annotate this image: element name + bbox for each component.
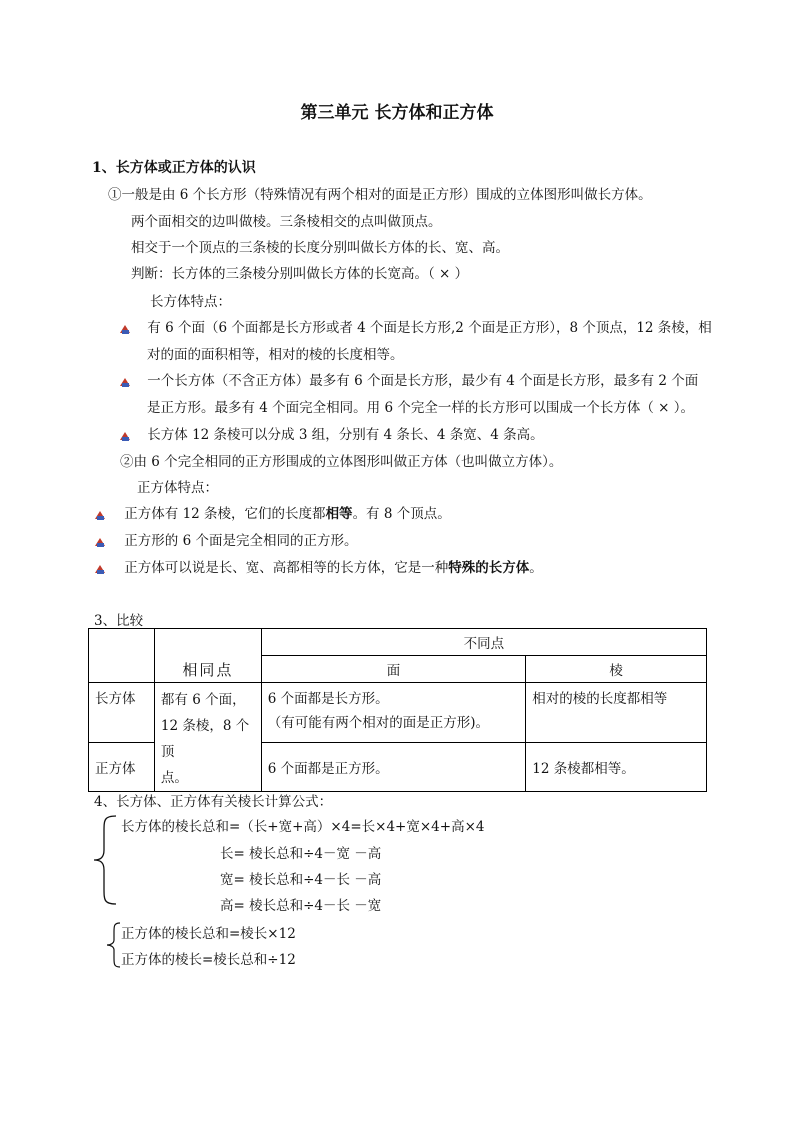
page-title: 第三单元 长方体和正方体 bbox=[300, 103, 494, 123]
width-formula: 宽= 棱长总和÷4－长 －高 bbox=[220, 872, 382, 888]
cube-feature-1-tail: 。有 8 个顶点。 bbox=[352, 506, 451, 522]
cuboid-feature-1-line2: 对的面的面积相等，相对的棱的长度相等。 bbox=[147, 347, 404, 363]
bullet-icon bbox=[94, 536, 106, 548]
cube-feature-1-emphasis: 相等 bbox=[325, 506, 353, 522]
left-brace-icon bbox=[90, 812, 120, 908]
cuboid-feature-1 bbox=[119, 316, 712, 336]
same-points-cell bbox=[154, 683, 261, 792]
cuboid-feature-1-line1: 有 6 个面（6 个面都是长方形或者 4 个面是长方形,2 个面是正方形），8 个顶点，12 条棱，相 bbox=[147, 320, 712, 336]
same-points-line: 点。 bbox=[160, 770, 188, 786]
cuboid-features-label: 长方体特点： bbox=[150, 294, 231, 310]
cube-feature-3-emphasis: 特殊的长方体 bbox=[448, 560, 530, 576]
cube-face-cell: 6 个面都是正方形。 bbox=[261, 743, 526, 792]
edge-vertex-definition: 两个面相交的边叫做棱。三条棱相交的点叫做顶点。 bbox=[131, 214, 442, 230]
cuboid-face-cell bbox=[261, 683, 526, 743]
cube-definition: ②由 6 个完全相同的正方形围成的立体图形叫做正方体（也叫做立方体）。 bbox=[120, 454, 563, 470]
cuboid-face-line: （有可能有两个相对的面是正方形)。 bbox=[267, 715, 490, 731]
cube-feature-1 bbox=[94, 502, 451, 522]
bullet-icon bbox=[119, 323, 131, 335]
length-formula: 长= 棱长总和÷4－宽 －高 bbox=[220, 846, 382, 862]
section4-heading: 4、长方体、正方体有关棱长计算公式： bbox=[94, 794, 333, 810]
section3-heading: 3、比较 bbox=[94, 613, 144, 629]
bullet-icon bbox=[119, 430, 131, 442]
cube-feature-3-text: 正方体可以说是长、宽、高都相等的长方体，它是一种 bbox=[124, 560, 449, 576]
same-points-header-text: 相同点 bbox=[182, 661, 234, 679]
cube-edge-cell: 12 条棱都相等。 bbox=[526, 743, 707, 792]
cuboid-definition: ①一般是由 6 个长方形（特殊情况有两个相对的面是正方形）围成的立体图形叫做长方体。 bbox=[108, 187, 652, 203]
row-name-cube: 正方体 bbox=[89, 743, 155, 792]
cube-feature-3-tail: 。 bbox=[529, 560, 543, 576]
cube-edge-formula: 正方体的棱长=棱长总和÷12 bbox=[121, 952, 296, 968]
comparison-table bbox=[88, 628, 707, 792]
diff-points-header: 不同点 bbox=[261, 629, 706, 656]
cuboid-edge-cell: 相对的棱的长度都相等 bbox=[526, 683, 707, 743]
cuboid-feature-3-text: 长方体 12 条棱可以分成 3 组，分别有 4 条长、4 条宽、4 条高。 bbox=[147, 427, 544, 443]
bullet-icon bbox=[119, 376, 131, 388]
cuboid-feature-2 bbox=[119, 369, 698, 389]
cube-features-label: 正方体特点： bbox=[137, 480, 218, 496]
left-brace-icon bbox=[104, 920, 122, 970]
same-points-header bbox=[154, 629, 261, 683]
length-width-height-definition: 相交于一个顶点的三条棱的长度分别叫做长方体的长、宽、高。 bbox=[131, 240, 509, 256]
bullet-icon bbox=[94, 563, 106, 575]
cube-feature-3 bbox=[94, 556, 543, 576]
cube-feature-1-text: 正方体有 12 条棱，它们的长度都 bbox=[124, 506, 326, 522]
face-header: 面 bbox=[261, 656, 526, 683]
same-points-line: 12 条棱，8 个顶 bbox=[160, 718, 250, 760]
cuboid-feature-3 bbox=[119, 423, 544, 443]
row-name-cuboid: 长方体 bbox=[89, 683, 155, 743]
height-formula: 高= 棱长总和÷4－长 －宽 bbox=[220, 898, 382, 914]
cube-feature-2-text: 正方形的 6 个面是完全相同的正方形。 bbox=[124, 533, 358, 549]
cuboid-total-edge-formula: 长方体的棱长总和=（长+宽+高）×4=长×4+宽×4+高×4 bbox=[121, 819, 485, 835]
section1-heading: 1、长方体或正方体的认识 bbox=[92, 160, 256, 176]
cube-feature-2 bbox=[94, 529, 357, 549]
edge-header: 棱 bbox=[526, 656, 707, 683]
same-points-line: 都有 6 个面， bbox=[160, 692, 246, 708]
cuboid-feature-2-line2: 是正方形。最多有 4 个面完全相同。用 6 个完全一样的长方形可以围成一个长方体（ × ）。 bbox=[147, 400, 694, 416]
bullet-icon bbox=[94, 509, 106, 521]
cube-total-edge-formula: 正方体的棱长总和=棱长×12 bbox=[121, 926, 296, 942]
cuboid-feature-2-line1: 一个长方体（不含正方体）最多有 6 个面是长方形，最少有 4 个面是长方形，最多有 2 个面 bbox=[147, 373, 699, 389]
table-corner-cell bbox=[89, 629, 155, 683]
cuboid-face-line: 6 个面都是长方形。 bbox=[267, 691, 389, 707]
judgement-question: 判断：长方体的三条棱分别叫做长方体的长宽高。（ × ） bbox=[131, 266, 469, 282]
